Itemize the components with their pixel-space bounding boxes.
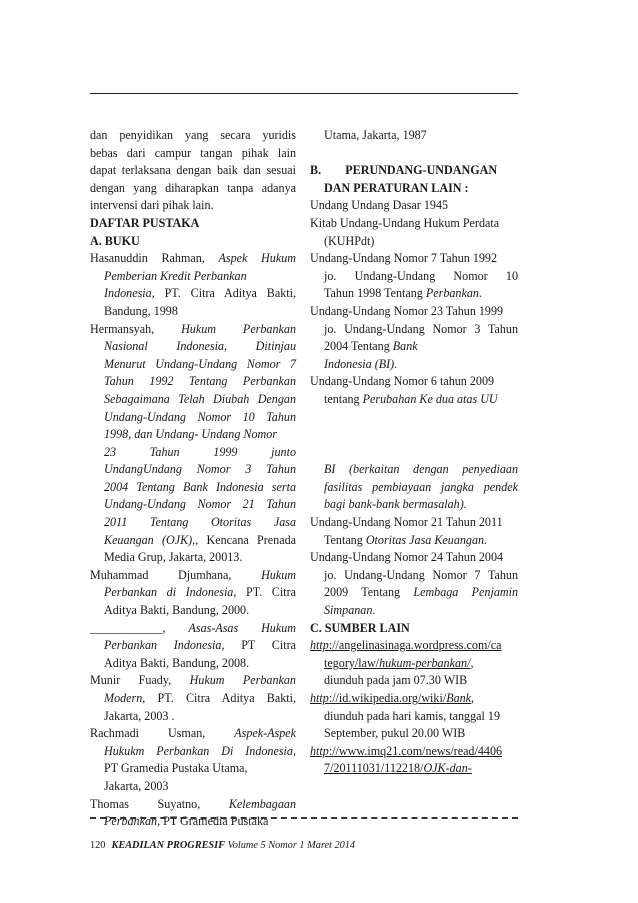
section-heading-sumber-lain: C. SUMBER LAIN [310,620,410,635]
ref-line: BI (berkaitan dengan penyediaan [324,462,518,477]
ref-line: Undang-Undang Nomor 21 Tahun 2011 [310,515,503,530]
journal-name: KEADILAN PROGRESIF [111,840,226,851]
journal-volume: Volume 5 Nomor 1 Maret 2014 [225,840,356,851]
ref-line: Perbankan Indonesia, PT Citra [104,638,296,653]
ref-line: Undang-Undang Nomor 10 Tahun [104,409,296,424]
ref-line: Kitab Undang-Undang Hukum Perdata [310,215,500,230]
ref-line: Rachmadi Usman, Aspek-Aspek [90,726,296,741]
ref-line: Munir Fuady, Hukum Perbankan [90,673,296,688]
ref-line: Sebagaimana Telah Diubah Dengan [104,391,296,406]
ref-line: Aditya Bakti, Bandung, 2000. [104,603,250,618]
ref-line: Nasional Indonesia, Ditinjau [104,339,296,354]
ref-line: Modern, PT. Citra Aditya Bakti, [104,691,296,705]
ref-line: Media Grup, Jakarta, 20013. [104,550,243,565]
ref-line: Undang-Undang Nomor 7 Tahun 1992 [310,251,498,266]
ref-line: 2004 Tentang Bank Indonesia serta [104,479,296,494]
reference-entry [90,567,296,620]
ref-line: Undang-Undang Nomor 6 tahun 2009 [310,374,495,389]
url-line [310,743,518,761]
url-link[interactable]: http [310,638,329,653]
ref-line: Tentang Otoritas Jasa Keuangan. [324,532,488,547]
ref-line: 2009 Tentang Lembaga Penjamin [324,585,519,600]
body-line: intervensi dari pihak lain. [90,198,214,213]
reference-entry [90,725,296,795]
ref-line: UndangUndang Nomor 3 Tahun [104,462,296,477]
ref-line: diunduh pada hari kamis, tanggal 19 [324,708,500,723]
url-line: http://id.wikipedia.org/wiki/Bank, [310,691,475,706]
ref-line: diunduh pada jam 07.30 WIB [324,673,468,688]
body-line: bebas dari campur tangan pihak lain [90,145,296,160]
ref-line: Jakarta, 2003 [104,778,169,793]
url-link[interactable]: http [310,743,329,758]
reference-entry [90,250,296,320]
url-link[interactable]: ://id.wikipedia.org/wiki/ [328,691,447,706]
url-link[interactable]: Bank [446,691,472,706]
section-heading-perundang-undangan: B. PERUNDANG-UNDANGAN [310,163,498,178]
ref-line: Aditya Bakti, Bandung, 2008. [104,655,250,670]
body-line: dan penyidikan yang secara yuridis [90,128,296,142]
ref-line: Jakarta, 2003 . [104,708,175,723]
url-link[interactable]: ://www.imq21.com/news/read/4406 [328,743,503,758]
ref-line: ____________, Asas-Asas Hukum [90,620,296,635]
page-footer [90,840,355,851]
ref-line: Thomas Suyatno, Kelembagaan [90,796,296,811]
ref-line: 2011 Tentang Otoritas Jasa [104,515,296,530]
right-column [310,127,518,778]
url-link[interactable]: hukum-perbankan/ [379,655,471,670]
url-link[interactable]: tegory/law/ [324,655,380,670]
url-link[interactable]: http [310,691,329,706]
column-gap [310,409,518,462]
header-rule [90,93,518,94]
ref-line: Indonesia, PT. Citra Aditya Bakti, [104,286,296,301]
ref-line: 2004 Tentang Bank [324,339,418,354]
section-heading-buku: A. BUKU [90,233,140,248]
ref-line: Bandung, 1998 [104,303,178,318]
reference-entry [90,796,296,831]
ref-line: Indonesia (BI). [324,356,398,371]
ref-line: Perbankan di Indonesia, PT. Citra [104,585,296,600]
ref-line: fasilitas pembiayaan jangka pendek [324,479,518,494]
ref-line: (KUHPdt) [324,233,375,248]
reference-entry [90,620,296,673]
ref-line: PT Gramedia Pustaka Utama, [104,761,248,776]
ref-line: bagi bank-bank bermasalah). [324,497,467,512]
ref-line: Hermansyah, Hukum Perbankan [90,321,296,336]
url-link[interactable]: 7/20111031/112218/ [324,761,424,776]
reference-entry [90,672,296,725]
ref-line: 23 Tahun 1999 junto [104,444,296,459]
ref-line: tentang Perubahan Ke dua atas UU [324,391,498,406]
ref-line: Undang Undang Dasar 1945 [310,198,449,213]
ref-line: September, pukul 20.00 WIB [324,726,466,741]
ref-line: Muhammad Djumhana, Hukum [90,567,296,582]
footer-rule [90,817,518,819]
ref-line: Utama, Jakarta, 1987 [324,128,427,142]
url-line [310,637,518,655]
body-line: dapat terlaksana dengan baik dan sesuai [90,163,296,178]
ref-line: Pemberian Kredit Perbankan [104,268,247,283]
ref-line: 1998, dan Undang- Undang Nomor [104,427,278,442]
ref-line: Perbankan, PT Gramedia Pustaka [104,814,269,829]
url-link[interactable]: ://angelinasinaga.wordpress.com/ca [328,638,502,653]
ref-line: Undang-Undang Nomor 23 Tahun 1999 [310,303,504,318]
url-line [310,760,518,778]
reference-entry [90,321,296,567]
section-heading-daftar-pustaka: DAFTAR PUSTAKA [90,215,200,230]
ref-line: Hasanuddin Rahman, Aspek Hukum [90,251,296,266]
left-column [90,127,296,831]
ref-line: jo. Undang-Undang Nomor 7 Tahun [324,567,518,582]
ref-line: Undang-Undang Nomor 21 Tahun [104,497,296,512]
ref-line: Tahun 1992 Tentang Perbankan [104,374,296,389]
ref-line: Tahun 1998 Tentang Perbankan. [324,286,482,301]
url-link[interactable]: OJK-dan- [423,761,472,776]
ref-line: Hukukm Perbankan Di Indonesia, [104,743,296,758]
body-line: dengan yang diharapkan tanpa adanya [90,180,296,195]
ref-line: Simpanan. [324,603,376,618]
ref-line: Keuangan (OJK),, Kencana Prenada [104,532,296,547]
ref-line: jo. Undang-Undang Nomor 3 Tahun [324,321,518,336]
ref-line: Menurut Undang-Undang Nomor 7 [104,356,296,371]
ref-line: jo. Undang-Undang Nomor 10 [324,268,518,283]
ref-line: Undang-Undang Nomor 24 Tahun 2004 [310,550,504,565]
section-heading-perundang-undangan-cont: DAN PERATURAN LAIN : [324,180,469,195]
url-line: tegory/law/hukum-perbankan/, [324,655,474,670]
page-number: 120 [90,840,106,851]
